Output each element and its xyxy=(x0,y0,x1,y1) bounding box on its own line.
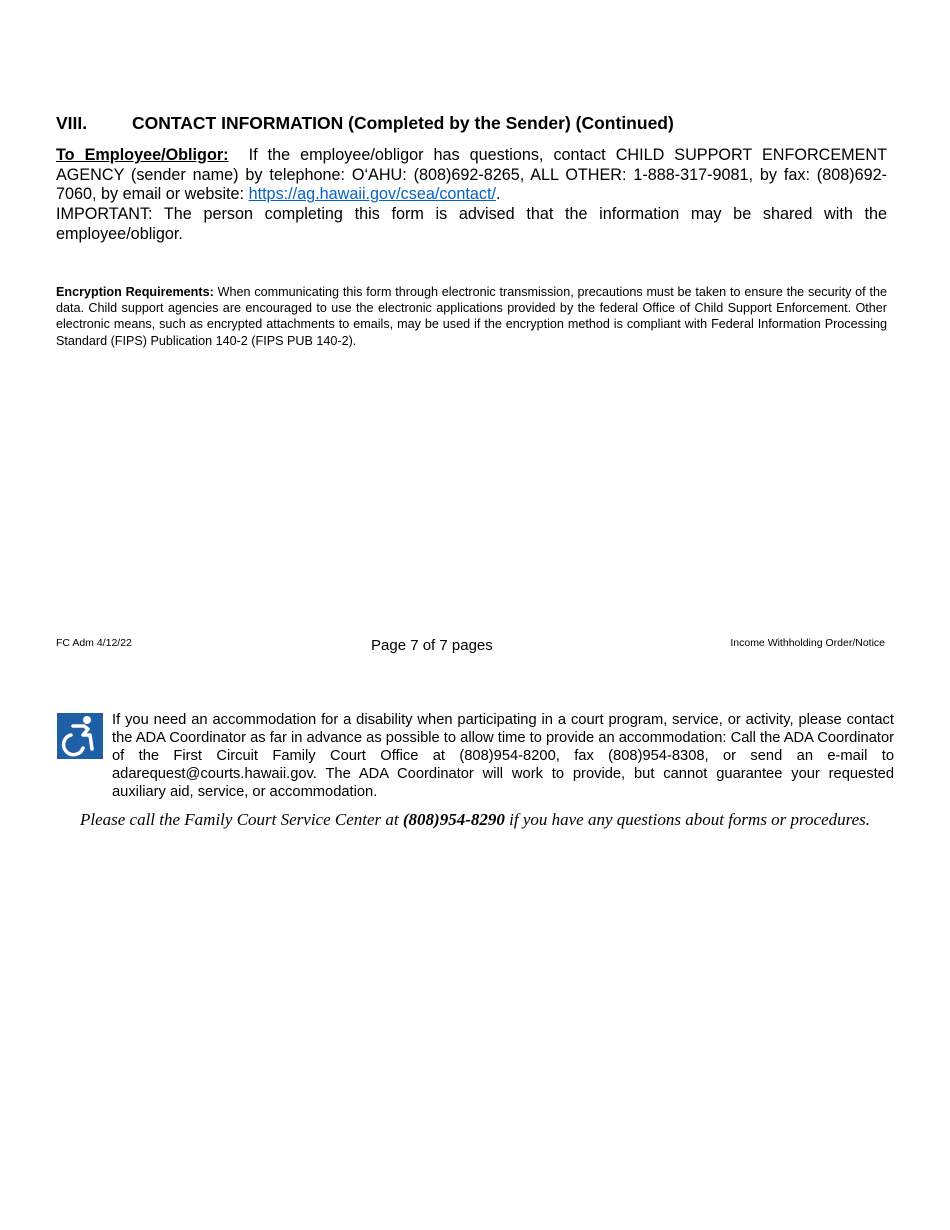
service-center-note xyxy=(0,809,950,831)
employee-paragraph xyxy=(56,146,887,205)
footer-page-number: Page 7 of 7 pages xyxy=(371,637,493,654)
csea-contact-link[interactable]: https://ag.hawaii.gov/csea/contact/ xyxy=(248,185,497,204)
footer-form-name: Income Withholding Order/Notice xyxy=(730,637,885,649)
important-notice: IMPORTANT: The person completing this form is advised that the information may be shared with the employee/obligor. xyxy=(56,205,887,243)
section-number: VIII. xyxy=(56,113,88,133)
service-note-after: if you have any questions about forms or procedures. xyxy=(504,810,871,829)
service-note-before: Please call the Family Court Service Center at xyxy=(79,810,403,829)
encryption-text: When communicating this form through electronic transmission, precautions must be taken to ensure the security of the data. Child support agencies are encouraged to use the electronic applications provided by the federal Office of Child Support Enforcement. Other electronic means, such as encrypted attachments to emails, may be used if the encryption method is compliant with Federal Information Processing Standard (FIPS) Publication 140-2 (FIPS PUB 140-2). xyxy=(56,285,888,348)
employee-text: If the employee/obligor has questions, contact CHILD SUPPORT ENFORCEMENT AGENCY (sender name) by telephone: O‘AHU: (808)692-8265, ALL OTHER: 1-888-317-9081, by fax: (808)692-7060, by email or website: xyxy=(56,146,888,204)
employee-text-end: . xyxy=(496,185,501,204)
encryption-lead: Encryption Requirements: xyxy=(56,285,214,299)
accessibility-icon xyxy=(57,713,103,759)
ada-accommodation-text: If you need an accommodation for a disability when participating in a court program, service, or activity, please contact the ADA Coordinator as far in advance as possible to allow time to provide an accommodation: Call the ADA Coordinator of the First Circuit Family Court Office at (808)954-8200, fax (808)954-8308, or send an e-mail to adarequest@courts.hawaii.gov. The ADA Coordinator will work to provide, but cannot guarantee your requested auxiliary aid, service, or accommodation. xyxy=(112,712,894,800)
footer-form-id: FC Adm 4/12/22 xyxy=(56,637,132,649)
section-title: CONTACT INFORMATION (Completed by the Sender) (Continued) xyxy=(132,113,674,133)
encryption-requirements xyxy=(56,284,887,349)
section-heading xyxy=(56,112,896,134)
employee-lead: To Employee/Obligor: xyxy=(56,146,229,164)
employee-contact-block xyxy=(56,146,887,245)
service-center-phone: (808)954-8290 xyxy=(402,810,505,829)
